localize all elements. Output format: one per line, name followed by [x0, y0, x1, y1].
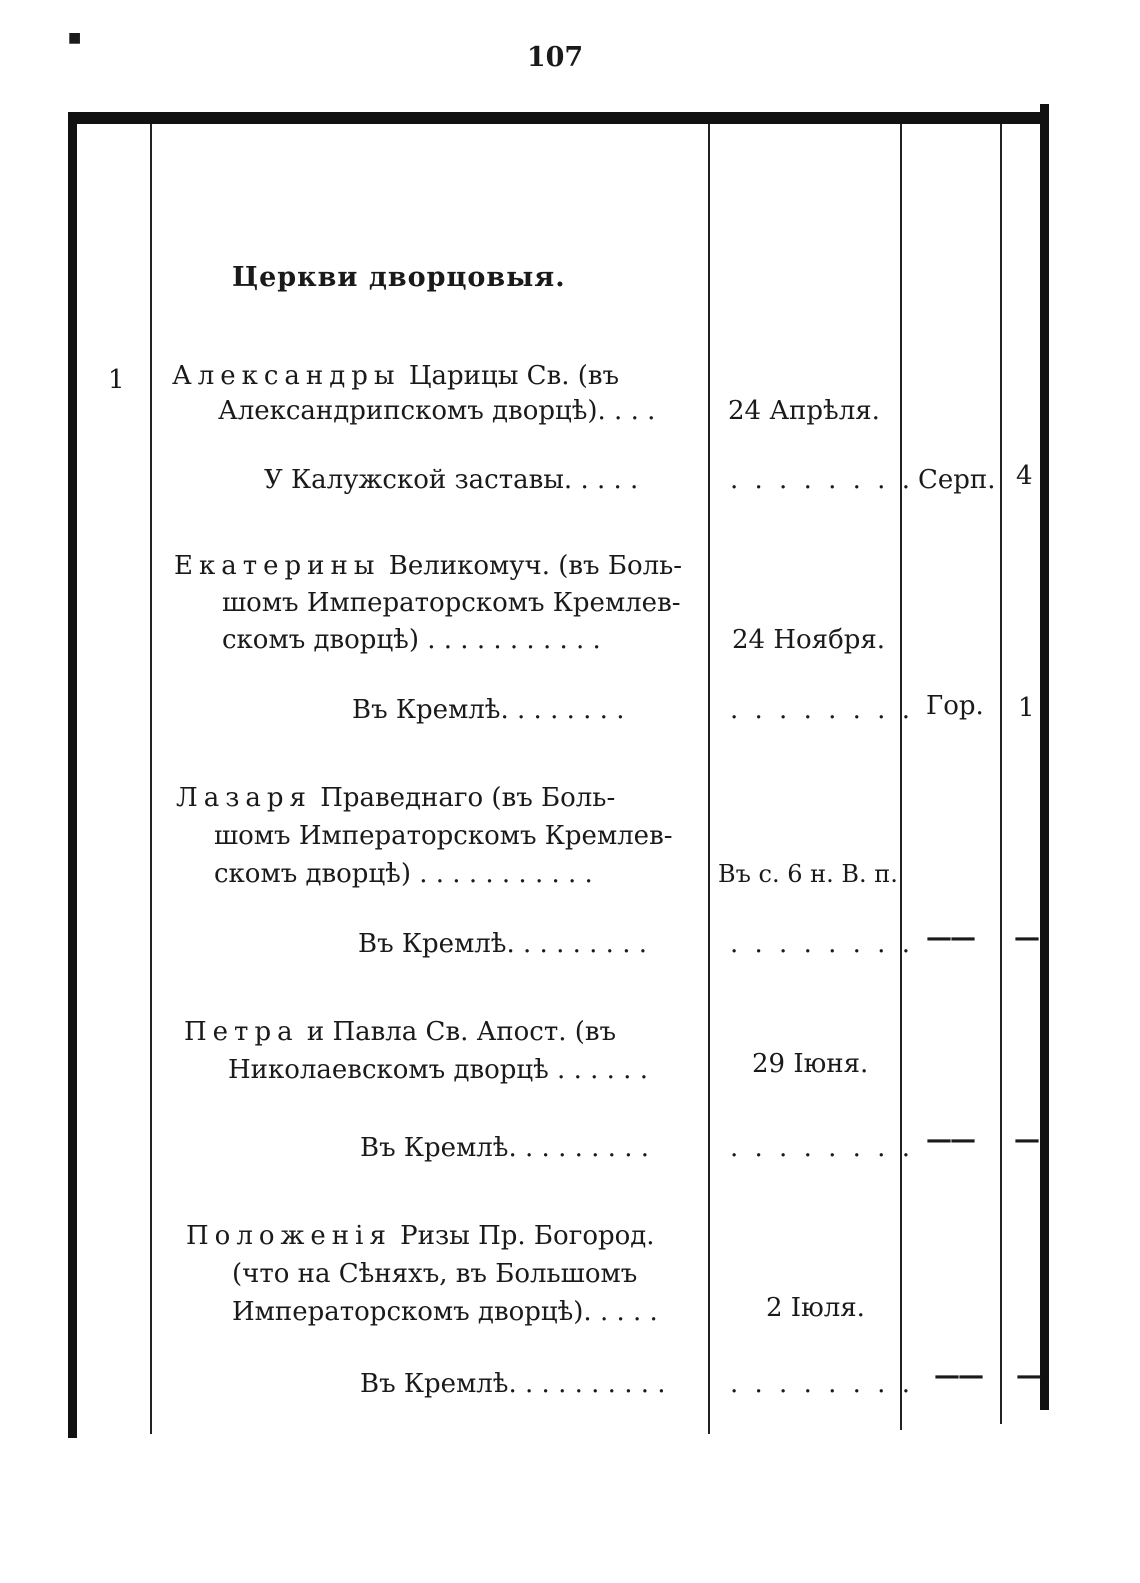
entry-name-rest: Праведнаго (въ Боль-	[311, 783, 616, 813]
leader-dots: . . . . . . . .	[730, 465, 914, 495]
section-heading: Церкви дворцовыя.	[232, 262, 566, 293]
district: Гор.	[926, 691, 984, 721]
church-location: Въ Кремлѣ. . . . . . . . .	[358, 929, 647, 959]
entry-name-line-1	[184, 1014, 616, 1050]
entry-name-line-2: шомъ Императорскомъ Кремлев-	[222, 588, 681, 618]
entry-name-line-2: Николаевскомъ дворцѣ . . . . . .	[228, 1055, 648, 1085]
entry-number: 1	[108, 365, 125, 395]
district-dash: ——	[926, 1125, 974, 1155]
column-divider-district	[1000, 124, 1002, 1424]
entry-name-line-1	[174, 548, 682, 584]
entry-name-line-2: (что на Сѣняхъ, въ Большомъ	[232, 1259, 638, 1289]
quarter-dash: —	[1014, 1125, 1038, 1155]
church-location: У Калужской заставы. . . . .	[264, 465, 639, 495]
church-location: Въ Кремлѣ. . . . . . . . . .	[360, 1369, 666, 1399]
entry-name-line-1	[176, 780, 615, 816]
feast-date: 2 Іюля.	[766, 1293, 865, 1323]
column-divider-date	[900, 124, 902, 1430]
entry-name-line-2: Александрипскомъ дворцѣ). . . .	[218, 396, 656, 426]
feast-date: 24 Апрѣля.	[728, 396, 880, 426]
church-location: Въ Кремлѣ. . . . . . . .	[352, 695, 625, 725]
quarter-dash: —	[1016, 1361, 1040, 1391]
district-dash: ——	[934, 1361, 982, 1391]
table-left-border	[68, 112, 77, 1438]
entry-saint-name: Александры	[172, 361, 401, 391]
entry-name-line-3: Императорскомъ дворцѣ). . . . .	[232, 1297, 658, 1327]
leader-dots: . . . . . . . .	[730, 1369, 914, 1399]
feast-date: 29 Іюня.	[752, 1049, 869, 1079]
leader-dots: . . . . . . . .	[730, 1133, 914, 1163]
district: Серп.	[918, 465, 996, 495]
church-location: Въ Кремлѣ. . . . . . . . .	[360, 1133, 649, 1163]
table-right-border	[1040, 104, 1049, 1410]
entry-name-rest: и Павла Св. Апост. (въ	[298, 1017, 617, 1047]
quarter-dash: —	[1014, 923, 1038, 953]
entry-name-line-3: скомъ дворцѣ) . . . . . . . . . . .	[214, 859, 593, 889]
entry-saint-name: Лазаря	[176, 783, 312, 813]
entry-saint-name: Петра	[184, 1017, 299, 1047]
leader-dots: . . . . . . . .	[730, 695, 914, 725]
entry-name-rest: Ризы Пр. Богород.	[391, 1221, 655, 1251]
quarter-number: 4	[1016, 461, 1033, 491]
column-divider-number	[150, 124, 152, 1434]
entry-saint-name: Положенія	[186, 1221, 392, 1251]
entry-name-line-3: скомъ дворцѣ) . . . . . . . . . . .	[222, 625, 601, 655]
column-divider-name	[708, 124, 710, 1434]
district-dash: ——	[926, 923, 974, 953]
leader-dots: . . . . . . . .	[730, 929, 914, 959]
feast-date: Въ с. 6 н. В. п.	[718, 860, 898, 888]
entry-saint-name: Екатерины	[174, 551, 381, 581]
page-number: 107	[526, 42, 584, 73]
entry-name-line-1	[186, 1218, 655, 1254]
feast-date: 24 Ноября.	[732, 625, 886, 655]
quarter-number: 1	[1018, 693, 1035, 723]
table-top-rule	[68, 112, 1048, 124]
entry-name-rest: Царицы Св. (въ	[400, 361, 620, 391]
stray-ink-mark: ■	[68, 30, 82, 46]
entry-name-line-2: шомъ Императорскомъ Кремлев-	[214, 821, 673, 851]
entry-name-rest: Великомуч. (въ Боль-	[380, 551, 683, 581]
entry-name-line-1	[172, 358, 619, 394]
